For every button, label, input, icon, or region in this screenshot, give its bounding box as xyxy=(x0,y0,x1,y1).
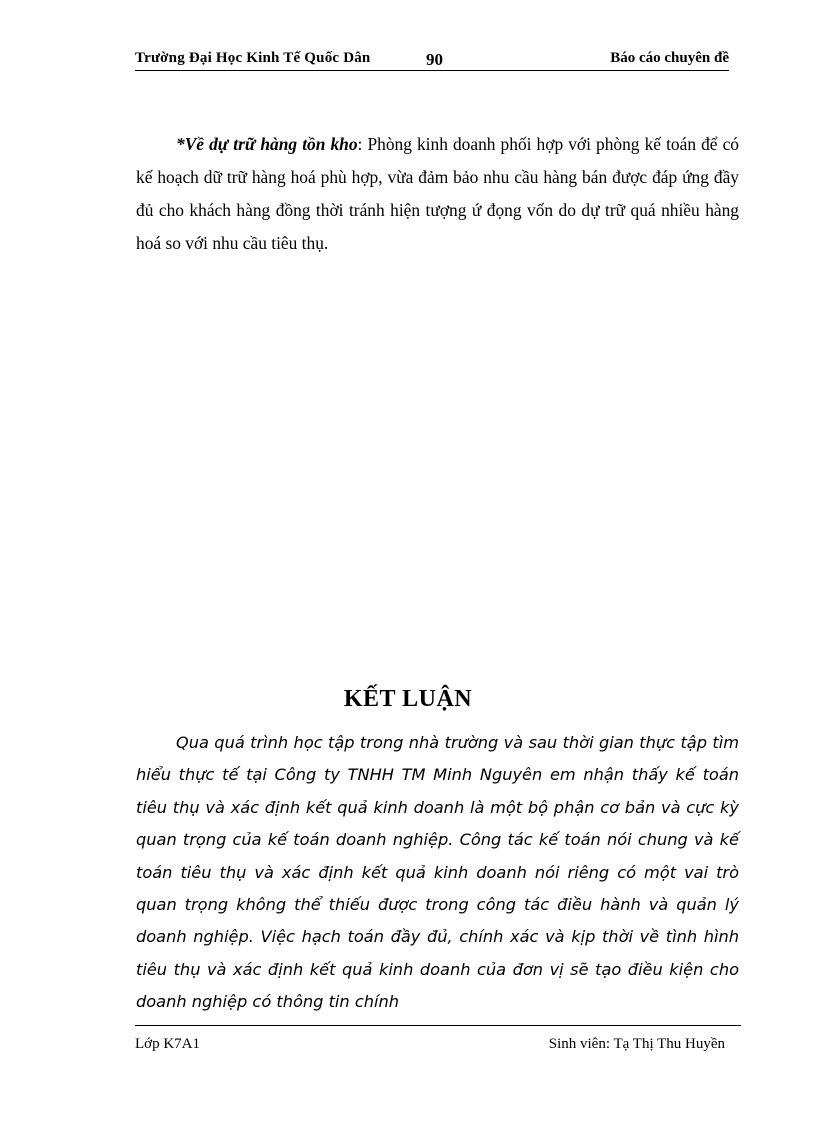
inventory-body: : Phòng kinh doanh phối hợp với phòng kế toán để có kế hoạch dữ trữ hàng hoá phù hợp, vừa đảm bảo nhu cầu hàng bán được đáp ứng đầy đủ cho khách hàng đồng thời tránh hiện tượng ứ đọng vốn do dự trữ quá nhiều hàng hoá so với nhu cầu tiêu thụ. xyxy=(136,134,739,253)
school-name: Trường Đại Học Kinh Tế Quốc Dân xyxy=(135,50,371,66)
inventory-paragraph xyxy=(136,128,739,260)
student-label: Sinh viên: Tạ Thị Thu Huyền xyxy=(548,1036,725,1052)
conclusion-title: KẾT LUẬN xyxy=(343,686,473,712)
inventory-lead: *Về dự trữ hàng tồn kho xyxy=(176,134,358,154)
conclusion-paragraph: Qua quá trình học tập trong nhà trường và sau thời gian thực tập tìm hiểu thực tế tại Công ty TNHH TM Minh Nguyên em nhận thấy kế toán tiêu thụ và xác định kết quả kinh doanh là một bộ phận cơ bản và cực kỳ quan trọng của kế toán doanh nghiệp. Công tác kế toán nói chung và kế toán tiêu thụ và xác định kết quả kinh doanh nói riêng có một vai trò quan trọng không thể thiếu được trong công tác điều hành và quản lý doanh nghiệp. Việc hạch toán đầy đủ, chính xác và kịp thời về tình hình tiêu thụ và xác định kết quả kinh doanh của đơn vị sẽ tạo điều kiện cho doanh nghiệp có thông tin chính xyxy=(136,733,739,1012)
page-number: 90 xyxy=(426,50,443,69)
class-label: Lớp K7A1 xyxy=(135,1036,201,1052)
page-footer xyxy=(135,1025,741,1066)
report-type: Báo cáo chuyên đề xyxy=(610,50,729,66)
page-header xyxy=(135,48,729,71)
